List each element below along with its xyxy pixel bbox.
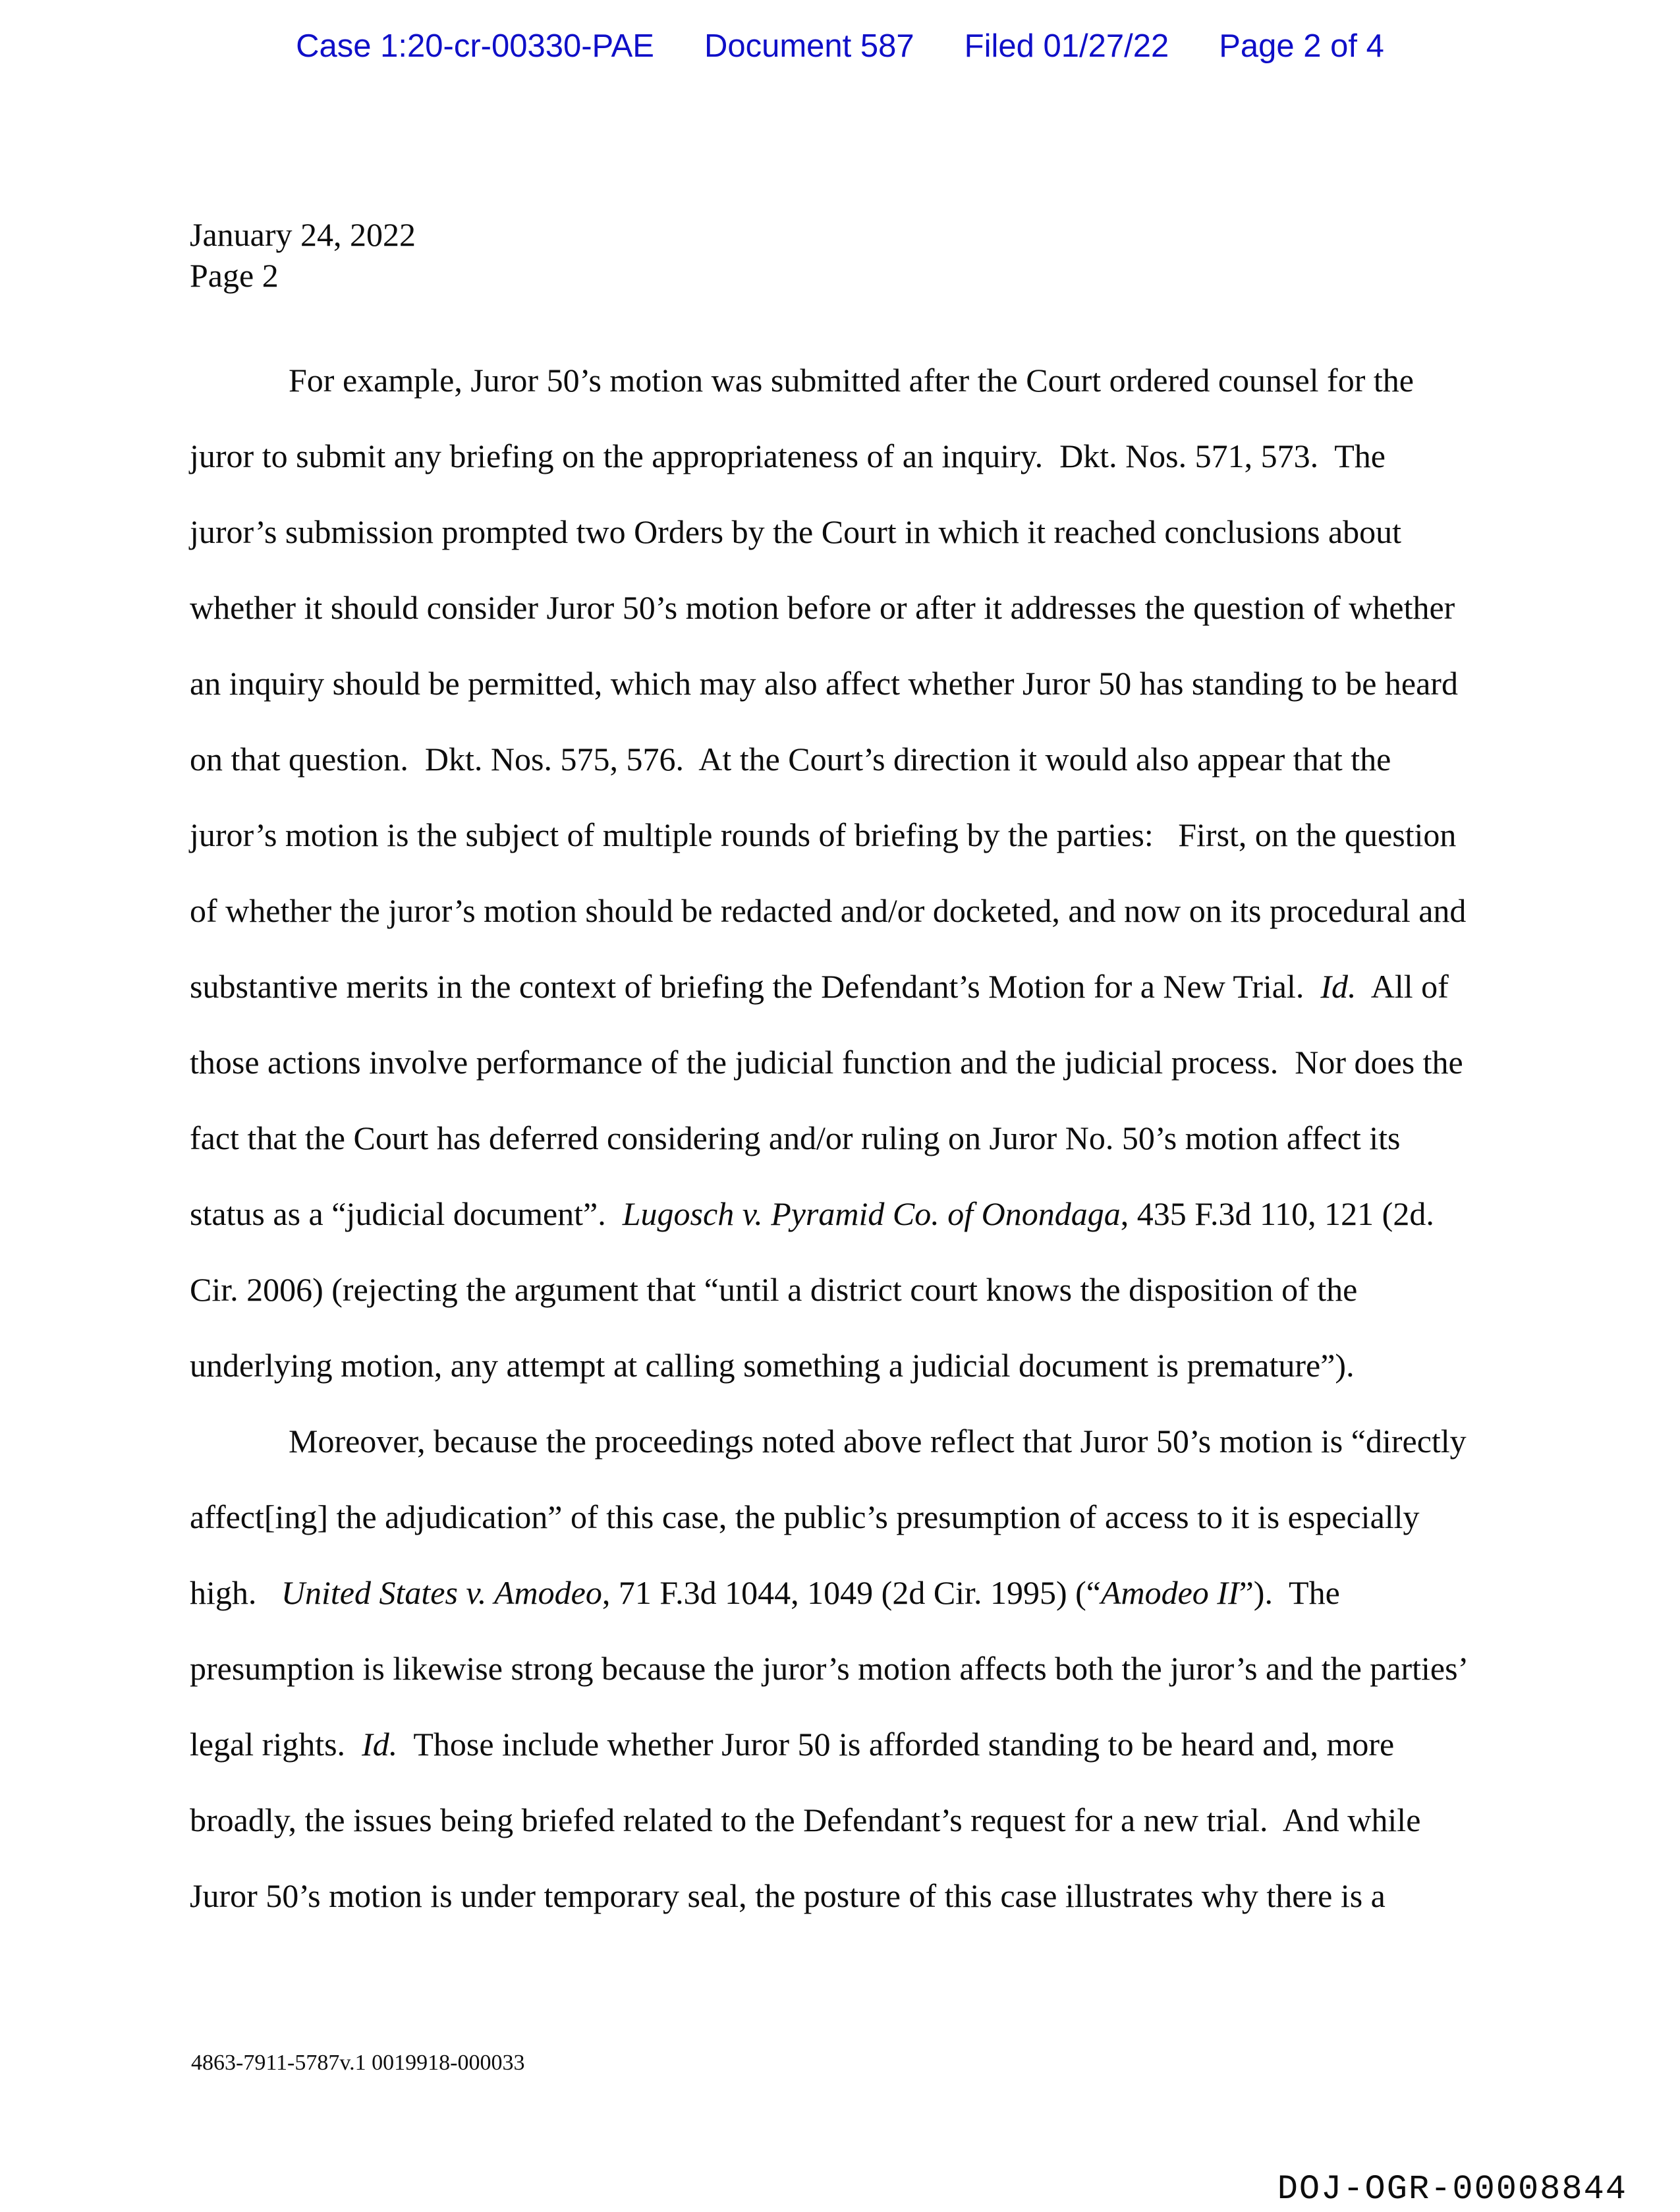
text-segment: on that question. Dkt. Nos. 575, 576. At the Court’s direction it would also appear that the — [190, 741, 1391, 778]
text-segment: juror’s motion is the subject of multiple rounds of briefing by the parties: First, on the question — [190, 816, 1457, 853]
text-segment: All of — [1356, 968, 1449, 1005]
text-segment: high. — [190, 1574, 281, 1611]
text-segment: Moreover, because the proceedings noted above reflect that Juror 50’s motion is “directly — [289, 1423, 1467, 1460]
body-line — [190, 1328, 1540, 1404]
bates-number: DOJ-OGR-00008844 — [1277, 2170, 1627, 2209]
body-line — [190, 418, 1540, 494]
body-line — [190, 1555, 1540, 1631]
document-body — [190, 343, 1540, 1934]
text-segment: presumption is likewise strong because the juror’s motion affects both the juror’s and the parties’ — [190, 1650, 1469, 1687]
body-line — [190, 1858, 1540, 1934]
text-segment: broadly, the issues being briefed related to the Defendant’s request for a new trial. And while — [190, 1801, 1421, 1838]
text-segment: status as a “judicial document”. — [190, 1195, 623, 1232]
citation-text: Lugosch v. Pyramid Co. of Onondaga — [622, 1195, 1121, 1232]
body-line — [190, 570, 1540, 646]
body-line — [190, 1252, 1540, 1328]
text-segment: those actions involve performance of the judicial function and the judicial process. Nor does the — [190, 1044, 1463, 1081]
body-line — [190, 722, 1540, 797]
body-line — [190, 1707, 1540, 1782]
citation-text: Amodeo II — [1100, 1574, 1239, 1611]
letter-date: January 24, 2022 — [190, 216, 416, 253]
text-segment: For example, Juror 50’s motion was submitted after the Court ordered counsel for the — [289, 362, 1414, 399]
text-segment: Juror 50’s motion is under temporary seal, the posture of this case illustrates why there is a — [190, 1877, 1386, 1914]
body-line — [190, 873, 1540, 949]
text-segment: , 435 F.3d 110, 121 (2d. — [1120, 1195, 1434, 1232]
body-line — [190, 343, 1540, 418]
stamp-page-number: Page 2 of 4 — [1219, 28, 1384, 64]
text-segment: fact that the Court has deferred considering and/or ruling on Juror No. 50’s motion affect its — [190, 1120, 1401, 1156]
citation-text: United States v. Amodeo — [281, 1574, 602, 1611]
body-line — [190, 646, 1540, 722]
text-segment: an inquiry should be permitted, which may also affect whether Juror 50 has standing to be heard — [190, 665, 1458, 702]
body-line — [190, 494, 1540, 570]
text-segment: underlying motion, any attempt at calling something a judicial document is premature”). — [190, 1347, 1355, 1384]
text-segment: substantive merits in the context of briefing the Defendant’s Motion for a New Trial. — [190, 968, 1321, 1005]
body-line — [190, 1782, 1540, 1858]
text-segment: legal rights. — [190, 1726, 362, 1763]
text-segment: ”). The — [1239, 1574, 1340, 1611]
body-line — [190, 1100, 1540, 1176]
stamp-document-number: Document 587 — [704, 28, 914, 64]
body-line — [190, 949, 1540, 1025]
document-file-code: 4863-7911-5787v.1 0019918-000033 — [191, 2051, 525, 2075]
text-segment: Those include whether Juror 50 is afforded standing to be heard and, more — [397, 1726, 1395, 1763]
stamp-case-number: Case 1:20-cr-00330-PAE — [296, 28, 654, 64]
letter-page-number: Page 2 — [190, 257, 279, 294]
text-segment: , 71 F.3d 1044, 1049 (2d Cir. 1995) (“ — [602, 1574, 1101, 1611]
text-segment: juror’s submission prompted two Orders by the Court in which it reached conclusions about — [190, 513, 1402, 550]
text-segment: of whether the juror’s motion should be redacted and/or docketed, and now on its procedural and — [190, 892, 1467, 929]
body-line — [190, 1025, 1540, 1100]
body-line — [190, 1176, 1540, 1252]
letterhead — [190, 214, 416, 296]
body-line — [190, 1404, 1540, 1479]
body-line — [190, 797, 1540, 873]
text-segment: affect[ing] the adjudication” of this case, the public’s presumption of access to it is especially — [190, 1498, 1420, 1535]
body-line — [190, 1631, 1540, 1707]
citation-text: Id. — [1320, 968, 1357, 1005]
citation-text: Id. — [362, 1726, 398, 1763]
stamp-filed-date: Filed 01/27/22 — [964, 28, 1169, 64]
body-line — [190, 1479, 1540, 1555]
text-segment: whether it should consider Juror 50’s motion before or after it addresses the question of whether — [190, 589, 1455, 626]
ecf-stamp — [0, 28, 1680, 65]
text-segment: Cir. 2006) (rejecting the argument that “until a district court knows the disposition of the — [190, 1271, 1358, 1308]
text-segment: juror to submit any briefing on the appropriateness of an inquiry. Dkt. Nos. 571, 573. The — [190, 438, 1386, 474]
